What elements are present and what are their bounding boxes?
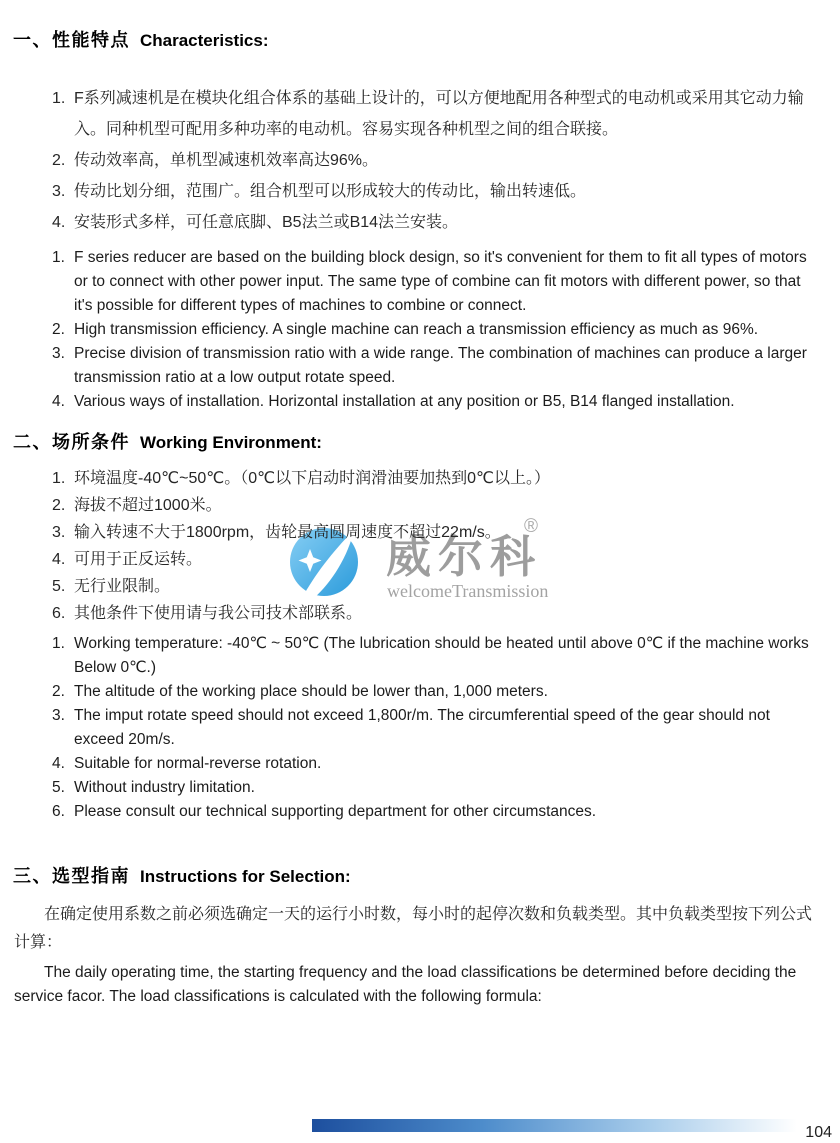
item-number: 6.	[52, 605, 66, 622]
item-text: Various ways of installation. Horizontal installation at any position or B5, B14 flanged installation.	[74, 393, 735, 410]
list-item	[52, 145, 832, 176]
list-item	[52, 207, 832, 238]
item-number: 6.	[52, 803, 65, 820]
item-number: 3.	[52, 183, 66, 200]
item-text: Precise division of transmission ratio with a wide range. The combination of machines can produce a larger transmission ratio at a low output rotate speed.	[74, 345, 807, 386]
list-item	[52, 776, 832, 800]
item-text: 环境温度-40℃~50℃。（0℃以下启动时润滑油要加热到0℃以上。）	[74, 470, 550, 487]
list-item	[52, 246, 832, 318]
list-item	[52, 390, 832, 414]
selection-paragraph-en: The daily operating time, the starting frequency and the load classifications be determined before deciding the service facor. The load classifications is calculated with the following formula:	[14, 964, 797, 1005]
environment-list-cn	[52, 465, 832, 627]
item-number: 2.	[52, 497, 66, 514]
section-selection-guide	[0, 864, 840, 1009]
list-item	[52, 83, 832, 145]
item-number: 2.	[52, 321, 65, 338]
section-characteristics	[0, 0, 840, 414]
item-text: 其他条件下使用请与我公司技术部联系。	[74, 605, 363, 622]
list-item	[52, 600, 832, 627]
heading-en: Instructions for Selection:	[140, 867, 351, 886]
section-working-environment	[0, 430, 840, 824]
heading-en: Working Environment:	[140, 433, 322, 452]
item-number: 1.	[52, 635, 65, 652]
item-text: High transmission efficiency. A single machine can reach a transmission efficiency as much as 96%.	[74, 321, 759, 338]
selection-paragraph-cn: 在确定使用系数之前必须选确定一天的运行小时数，每小时的起停次数和负载类型。其中负载类型按下列公式计算：	[14, 906, 813, 951]
list-item	[52, 176, 832, 207]
item-text: F series reducer are based on the building block design, so it's convenient for them to fit all types of motors or to connect with other power input. The same type of combine can fit motors with different power, so that it's possible for different types of machines to combine or connect.	[74, 249, 807, 314]
list-item	[52, 800, 832, 824]
item-number: 3.	[52, 524, 66, 541]
item-number: 5.	[52, 779, 65, 796]
list-item	[52, 546, 832, 573]
item-number: 2.	[52, 683, 65, 700]
item-number: 1.	[52, 90, 66, 107]
item-text: 传动比划分细，范围广。组合机型可以形成较大的传动比，输出转速低。	[74, 183, 587, 200]
list-item	[52, 680, 832, 704]
item-text: 无行业限制。	[74, 578, 171, 595]
section-heading	[13, 430, 840, 455]
list-item	[52, 465, 832, 492]
item-number: 3.	[52, 707, 65, 724]
brand-name-cn: 威尔科	[386, 531, 543, 582]
list-item	[52, 342, 832, 390]
heading-cn: 二、场所条件	[13, 432, 130, 452]
item-number: 4.	[52, 755, 65, 772]
list-item	[52, 704, 832, 752]
heading-en: Characteristics:	[140, 31, 269, 50]
section-heading	[13, 0, 840, 53]
characteristics-list-cn	[52, 83, 832, 238]
list-item	[52, 519, 832, 546]
item-text: 传动效率高，单机型减速机效率高达96%。	[74, 152, 379, 169]
item-number: 5.	[52, 578, 66, 595]
footer-gradient-bar	[312, 1119, 797, 1132]
heading-cn: 三、选型指南	[13, 866, 130, 886]
item-text: 输入转速不大于1800rpm，齿轮最高圆周速度不超过22m/s。	[74, 524, 501, 541]
item-text: 海拔不超过1000米。	[74, 497, 222, 514]
item-number: 4.	[52, 214, 66, 231]
list-item	[52, 492, 832, 519]
heading-cn: 一、性能特点	[13, 30, 130, 50]
item-number: 1.	[52, 249, 65, 266]
item-number: 1.	[52, 470, 66, 487]
list-item	[52, 318, 832, 342]
list-item	[52, 752, 832, 776]
item-text: The altitude of the working place should be lower than, 1,000 meters.	[74, 683, 548, 700]
item-text: Suitable for normal-reverse rotation.	[74, 755, 322, 772]
brand-name-en: welcomeTransmission	[387, 581, 549, 601]
item-text: The imput rotate speed should not exceed 1,800r/m. The circumferential speed of the gear should not exceed 20m/s.	[74, 707, 770, 748]
environment-list-en	[52, 632, 832, 824]
item-text: 安装形式多样，可任意底脚、B5法兰或B14法兰安装。	[74, 214, 459, 231]
registered-trademark-icon: ®	[524, 516, 538, 537]
item-number: 4.	[52, 551, 66, 568]
characteristics-list-en	[52, 246, 832, 414]
item-text: 可用于正反运转。	[74, 551, 203, 568]
item-number: 2.	[52, 152, 66, 169]
item-text: Without industry limitation.	[74, 779, 255, 796]
item-text: Working temperature: -40℃ ~ 50℃ (The lubrication should be heated until above 0℃ if the machine works Below 0℃.)	[74, 635, 809, 676]
item-number: 3.	[52, 345, 65, 362]
item-number: 4.	[52, 393, 65, 410]
page-number: 104	[805, 1124, 832, 1141]
list-item	[52, 573, 832, 600]
item-text: Please consult our technical supporting department for other circumstances.	[74, 803, 597, 820]
list-item	[52, 632, 832, 680]
item-text: F系列减速机是在模块化组合体系的基础上设计的，可以方便地配用各种型式的电动机或采用其它动力输入。同种机型可配用多种功率的电动机。容易实现各种机型之间的组合联接。	[74, 90, 804, 138]
section-heading	[13, 864, 840, 889]
